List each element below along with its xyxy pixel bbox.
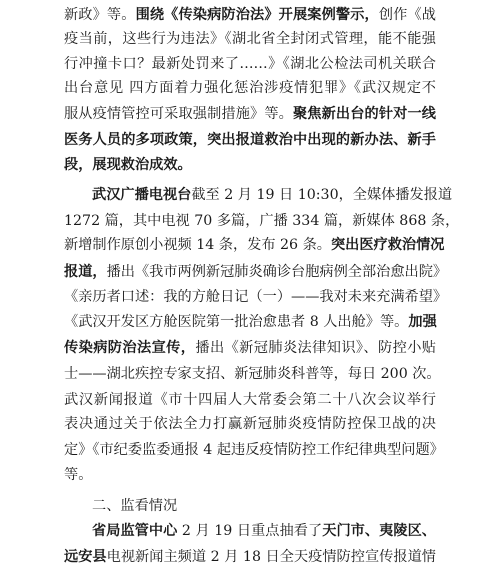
text-line (64, 390, 436, 410)
text-span: 等。 (64, 467, 93, 483)
text-span: 服从疫情管控可采取强制措施》等。 (64, 106, 293, 122)
bold-text-span: 聚焦新出台的针对一线 (292, 106, 436, 122)
text-line (64, 547, 436, 567)
text-line (92, 521, 436, 541)
text-line (64, 364, 441, 384)
text-line (64, 5, 436, 25)
text-span: 表决通过关于依法全力打赢新冠肺炎疫情防控保卫战的决 (64, 416, 436, 432)
bold-text-span: 围绕《传染病防治法》开展案例警示， (135, 7, 379, 23)
text-line (64, 130, 436, 150)
bold-text-span: 段，展现救治成效。 (64, 157, 192, 173)
text-line (64, 29, 436, 49)
text-span: 2 月 19 日重点抽看了 (177, 523, 323, 539)
text-span: 疫当前，这些行为违法》《湖北省全封闭式管理，能不能强 (64, 31, 436, 47)
text-line (64, 104, 436, 124)
text-span: 新增制作原创小视频 14 条，发布 26 条。 (64, 237, 331, 253)
text-span: 播出《我市两例新冠肺炎确诊台胞病例全部治愈出院》 (106, 264, 448, 280)
text-line (64, 155, 197, 175)
text-span: 播出《新冠肺炎法律知识》、防控小贴 (195, 340, 436, 356)
text-line (64, 287, 448, 307)
text-span: 武汉新闻报道《市十四届人大常委会第二十八次会议举行 (64, 392, 436, 408)
text-line (64, 440, 444, 460)
section-heading: 二、监看情况 (92, 498, 178, 514)
bold-text-span: 远安县 (64, 549, 107, 565)
bold-text-span: 报道， (64, 264, 107, 280)
text-line (64, 262, 448, 282)
bold-text-span: 武汉广播电视台 (92, 187, 192, 203)
bold-text-span: 传染病防治法宣传， (64, 340, 196, 356)
bold-text-span: 突出医疗救治情况 (330, 237, 445, 253)
text-line (64, 414, 436, 434)
text-span: 出台意见 四方面着力强化惩治涉疫情犯罪》《武汉规定不 (64, 80, 436, 96)
text-line (64, 465, 104, 485)
text-span: 1272 篇，其中电视 70 多篇，广播 334 篇，新媒体 868 条， (64, 213, 460, 229)
text-span: 《武汉开发区方舱医院第一批治愈患者 8 人出舱》等。 (64, 314, 409, 330)
text-span: 《亲历者口述：我的方舱日记（一）——我对未来充满希望》 (64, 289, 448, 305)
text-line (64, 78, 436, 98)
bold-text-span: 加强 (408, 314, 437, 330)
bold-text-span: 省局监管中心 (92, 523, 178, 539)
text-line (64, 54, 436, 74)
text-span: 士——湖北疾控专家支招、新冠肺炎科普等，每日 200 次。 (64, 366, 441, 382)
text-line (64, 338, 436, 358)
text-span: 截至 2 月 19 日 10:30，全媒体播发报道 (191, 187, 453, 203)
text-span: 电视新闻主频道 2 月 18 日全天疫情防控宣传报道情 (106, 549, 436, 565)
text-span: 行冲撞卡口？最新处罚来了……》《湖北公检法司机关联合 (64, 56, 436, 72)
text-line (64, 312, 436, 332)
text-line (64, 211, 460, 231)
bold-text-span: 天门市、夷陵区、 (322, 523, 436, 539)
text-span: 新政》等。 (64, 7, 136, 23)
text-span: 创作《战 (378, 7, 436, 23)
bold-text-span: 医务人员的多项政策，突出报道救治中出现的新办法、新手 (64, 132, 436, 148)
text-line (64, 235, 445, 255)
text-span: 定》《市纪委监委通报 4 起违反疫情防控工作纪律典型问题》 (64, 442, 444, 458)
text-line (92, 185, 453, 205)
